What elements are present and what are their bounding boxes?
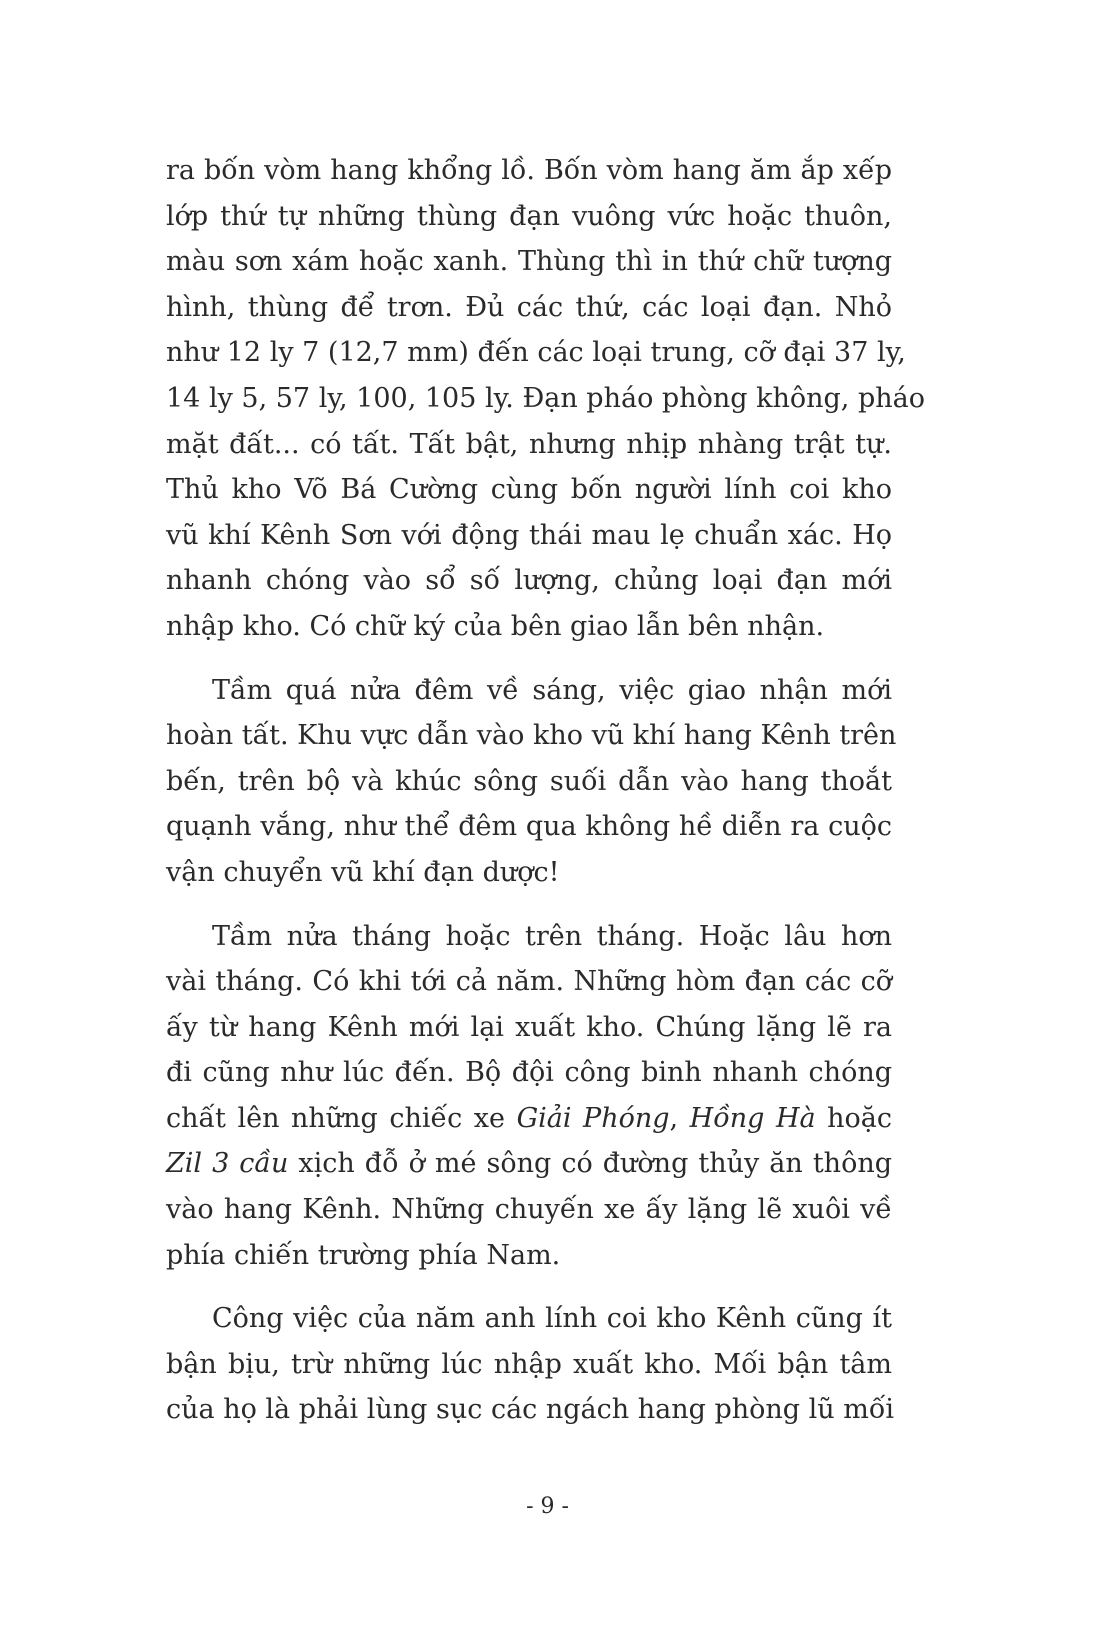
text-run: hoặc: [815, 1102, 893, 1134]
paragraph-4: [166, 1296, 895, 1433]
text-run: vào hang Kênh. Những chuyến xe ấy lặng lẽ xuôi về: [166, 1194, 892, 1226]
text-line: vũ khí Kênh Sơn với động thái mau lẹ chuẩn xác. Họ: [166, 519, 892, 551]
text-line: [166, 1096, 892, 1142]
page-number: - 9 -: [526, 1494, 569, 1519]
text-run: phía chiến trường phía Nam.: [166, 1239, 561, 1271]
text-line: hình, thùng để trơn. Đủ các thứ, các loại đạn. Nhỏ: [166, 291, 892, 323]
text-line: ra bốn vòm hang khổng lồ. Bốn vòm hang ăm ắp xếp: [166, 155, 892, 186]
text-line: vận chuyển vũ khí đạn dược!: [166, 856, 560, 888]
text-run: đi cũng như lúc đến. Bộ đội công binh nhanh chóng: [166, 1057, 892, 1089]
text-line: Tầm quá nửa đêm về sáng, việc giao nhận mới: [212, 674, 892, 706]
text-line: bận bịu, trừ những lúc nhập xuất kho. Mối bận tâm: [166, 1348, 892, 1380]
text-line: [166, 1233, 892, 1279]
text-run: vài tháng. Có khi tới cả năm. Những hòm đạn các cỡ: [166, 966, 892, 998]
paragraph-2: [166, 668, 897, 896]
text-line: [166, 1050, 892, 1096]
text-line: [166, 914, 892, 960]
page-body: [166, 148, 925, 1451]
text-run: xịch đỗ ở mé sông có đường thủy ăn thông: [288, 1148, 892, 1180]
text-line: của họ là phải lùng sục các ngách hang phòng lũ mối: [166, 1394, 895, 1426]
text-line: nhập kho. Có chữ ký của bên giao lẫn bên nhận.: [166, 610, 825, 642]
italic-text: Hồng Hà: [689, 1102, 816, 1134]
text-line: nhanh chóng vào sổ số lượng, chủng loại đạn mới: [166, 565, 892, 597]
text-run: ấy từ hang Kênh mới lại xuất kho. Chúng lặng lẽ ra: [166, 1011, 892, 1043]
text-line: màu sơn xám hoặc xanh. Thùng thì in thứ chữ tượng: [166, 246, 892, 278]
paragraph-1: [166, 148, 925, 650]
text-line: 14 ly 5, 57 ly, 100, 105 ly. Đạn pháo phòng không, pháo: [166, 382, 925, 414]
text-line: [166, 1005, 892, 1051]
text-run: ,: [669, 1102, 690, 1134]
italic-text: Zil 3 cầu: [166, 1148, 289, 1180]
text-line: như 12 ly 7 (12,7 mm) đến các loại trung, cỡ đại 37 ly,: [166, 337, 906, 369]
italic-text: Giải Phóng: [516, 1102, 670, 1134]
text-line: [166, 959, 892, 1005]
text-line: Công việc của năm anh lính coi kho Kênh cũng ít: [212, 1303, 892, 1335]
text-run: chất lên những chiếc xe: [166, 1102, 517, 1134]
text-line: mặt đất... có tất. Tất bật, nhưng nhịp nhàng trật tự.: [166, 428, 892, 460]
text-line: [166, 1187, 892, 1233]
text-line: Thủ kho Võ Bá Cường cùng bốn người lính coi kho: [166, 474, 892, 506]
text-run: Tầm nửa tháng hoặc trên tháng. Hoặc lâu hơn: [212, 920, 892, 952]
text-line: [166, 1141, 892, 1187]
paragraph-3: [166, 914, 892, 1279]
text-line: hoàn tất. Khu vực dẫn vào kho vũ khí hang Kênh trên: [166, 720, 897, 752]
text-line: quạnh vắng, như thể đêm qua không hề diễn ra cuộc: [166, 811, 892, 843]
text-line: bến, trên bộ và khúc sông suối dẫn vào hang thoắt: [166, 765, 892, 797]
text-line: lớp thứ tự những thùng đạn vuông vức hoặc thuôn,: [166, 200, 892, 232]
